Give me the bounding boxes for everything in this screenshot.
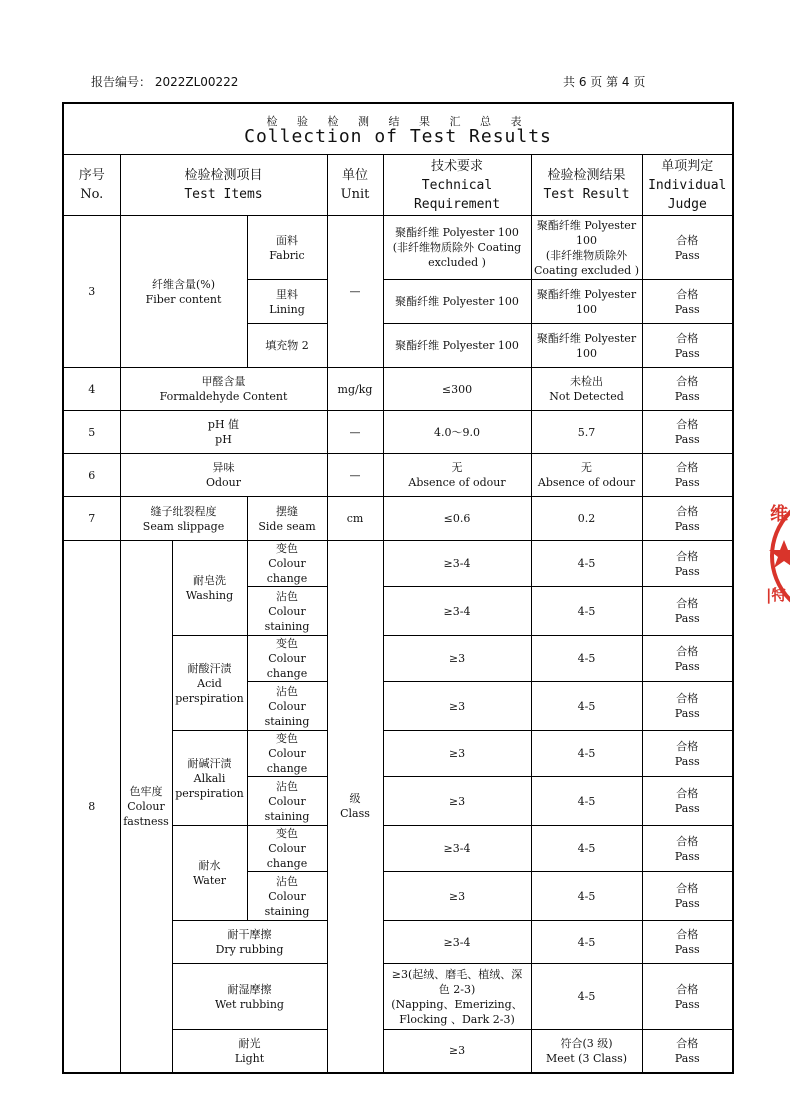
table-row [63, 541, 733, 587]
item-cell: pH 值 pH [120, 411, 327, 454]
row-no: 7 [63, 497, 120, 541]
sub-item-cell: 沾色 Colour staining [247, 872, 327, 921]
result-cell: 4-5 [531, 777, 642, 826]
table-row [63, 411, 733, 454]
requirement-cell: ≥3 [383, 682, 531, 731]
report-number: 报告编号： 2022ZL00222 [91, 75, 239, 89]
table-row [63, 454, 733, 497]
test-name-cell: 耐酸汗渍 Acid perspiration [172, 636, 247, 731]
result-cell: 5.7 [531, 411, 642, 454]
judge-cell: 合格 Pass [642, 731, 733, 777]
requirement-cell: ≥3 [383, 777, 531, 826]
result-cell: 无 Absence of odour [531, 454, 642, 497]
judge-cell: 合格 Pass [642, 541, 733, 587]
requirement-cell: 聚酯纤维 Polyester 100 [383, 324, 531, 368]
col-items-header: 检验检测项目 Test Items [120, 155, 327, 216]
item-cell: 甲醛含量 Formaldehyde Content [120, 368, 327, 411]
sub-item-cell: 沾色 Colour staining [247, 587, 327, 636]
unit-cell: 级 Class [327, 541, 383, 1073]
result-cell: 4-5 [531, 826, 642, 872]
page-indicator: 共 6 页 第 4 页 [563, 75, 646, 89]
test-name-cell: 耐碱汗渍 Alkali perspiration [172, 731, 247, 826]
table-row [63, 497, 733, 541]
requirement-cell: ≥3 [383, 636, 531, 682]
sub-item-cell: 填充物 2 [247, 324, 327, 368]
result-cell: 符合(3 级) Meet (3 Class) [531, 1030, 642, 1073]
result-cell: 聚酯纤维 Polyester 100 [531, 280, 642, 324]
requirement-cell: 聚酯纤维 Polyester 100 [383, 280, 531, 324]
result-cell: 聚酯纤维 Polyester 100 [531, 324, 642, 368]
unit-cell: cm [327, 497, 383, 541]
title-cn: 检 验 检 测 结 果 汇 总 表 [266, 115, 530, 128]
judge-cell: 合格 Pass [642, 454, 733, 497]
result-cell: 0.2 [531, 497, 642, 541]
result-cell: 4-5 [531, 964, 642, 1030]
sub-item-cell: 沾色 Colour staining [247, 777, 327, 826]
result-cell: 4-5 [531, 872, 642, 921]
col-result-header: 检验检测结果 Test Result [531, 155, 642, 216]
seal-text-top: 维 [770, 504, 788, 525]
test-name-cell: 耐湿摩擦 Wet rubbing [172, 964, 327, 1030]
unit-cell: — [327, 454, 383, 497]
result-cell: 4-5 [531, 731, 642, 777]
sub-item-cell: 沾色 Colour staining [247, 682, 327, 731]
requirement-cell: ≤0.6 [383, 497, 531, 541]
sub-item-cell: 摆缝 Side seam [247, 497, 327, 541]
sub-item-cell: 变色 Colour change [247, 541, 327, 587]
col-unit-header: 单位 Unit [327, 155, 383, 216]
result-cell: 4-5 [531, 921, 642, 964]
judge-cell: 合格 Pass [642, 636, 733, 682]
sub-item-cell: 面料 Fabric [247, 216, 327, 280]
sub-item-cell: 变色 Colour change [247, 731, 327, 777]
judge-cell: 合格 Pass [642, 921, 733, 964]
requirement-cell: ≥3 [383, 1030, 531, 1073]
judge-cell: 合格 Pass [642, 964, 733, 1030]
col-no-header: 序号 No. [63, 155, 120, 216]
judge-cell: 合格 Pass [642, 324, 733, 368]
judge-cell: 合格 Pass [642, 368, 733, 411]
item-cell: 色牢度 Colour fastness [120, 541, 172, 1073]
col-requirement-header: 技术要求 Technical Requirement [383, 155, 531, 216]
requirement-cell: ≤300 [383, 368, 531, 411]
requirement-cell: ≥3(起绒、磨毛、植绒、深 色 2-3) (Napping、Emerizing、 Flocking 、Dark 2-3) [383, 964, 531, 1030]
row-no: 4 [63, 368, 120, 411]
sub-item-cell: 变色 Colour change [247, 636, 327, 682]
judge-cell: 合格 Pass [642, 682, 733, 731]
result-cell: 4-5 [531, 587, 642, 636]
test-name-cell: 耐干摩擦 Dry rubbing [172, 921, 327, 964]
requirement-cell: ≥3-4 [383, 587, 531, 636]
red-seal-stamp [764, 488, 790, 624]
title-en: Collection of Test Results [244, 126, 552, 147]
result-cell: 4-5 [531, 636, 642, 682]
sub-item-cell: 变色 Colour change [247, 826, 327, 872]
requirement-cell: 聚酯纤维 Polyester 100 (非纤维物质除外 Coating excluded ) [383, 216, 531, 280]
item-cell: 缝子纰裂程度 Seam slippage [120, 497, 247, 541]
requirement-cell: ≥3-4 [383, 541, 531, 587]
unit-cell: — [327, 411, 383, 454]
unit-cell: — [327, 216, 383, 368]
requirement-cell: 4.0～9.0 [383, 411, 531, 454]
judge-cell: 合格 Pass [642, 280, 733, 324]
unit-cell: mg/kg [327, 368, 383, 411]
result-cell: 4-5 [531, 682, 642, 731]
requirement-cell: ≥3-4 [383, 826, 531, 872]
table-row [63, 368, 733, 411]
test-name-cell: 耐光 Light [172, 1030, 327, 1073]
row-no: 8 [63, 541, 120, 1073]
result-cell: 聚酯纤维 Polyester 100 (非纤维物质除外 Coating excluded ) [531, 216, 642, 280]
row-no: 5 [63, 411, 120, 454]
item-cell: 纤维含量(%) Fiber content [120, 216, 247, 368]
col-judge-header: 单项判定 Individual Judge [642, 155, 733, 216]
judge-cell: 合格 Pass [642, 587, 733, 636]
seal-text-bottom: |特 [766, 586, 787, 604]
judge-cell: 合格 Pass [642, 216, 733, 280]
judge-cell: 合格 Pass [642, 777, 733, 826]
requirement-cell: ≥3 [383, 731, 531, 777]
results-table [62, 102, 734, 1074]
row-no: 3 [63, 216, 120, 368]
test-name-cell: 耐皂洗 Washing [172, 541, 247, 636]
requirement-cell: ≥3 [383, 872, 531, 921]
requirement-cell: 无 Absence of odour [383, 454, 531, 497]
judge-cell: 合格 Pass [642, 497, 733, 541]
requirement-cell: ≥3-4 [383, 921, 531, 964]
column-header-row [63, 155, 733, 216]
table-row [63, 216, 733, 280]
judge-cell: 合格 Pass [642, 872, 733, 921]
row-no: 6 [63, 454, 120, 497]
sub-item-cell: 里料 Lining [247, 280, 327, 324]
judge-cell: 合格 Pass [642, 1030, 733, 1073]
table-title [63, 103, 733, 155]
judge-cell: 合格 Pass [642, 411, 733, 454]
item-cell: 异味 Odour [120, 454, 327, 497]
result-cell: 4-5 [531, 541, 642, 587]
test-name-cell: 耐水 Water [172, 826, 247, 921]
judge-cell: 合格 Pass [642, 826, 733, 872]
result-cell: 未检出 Not Detected [531, 368, 642, 411]
